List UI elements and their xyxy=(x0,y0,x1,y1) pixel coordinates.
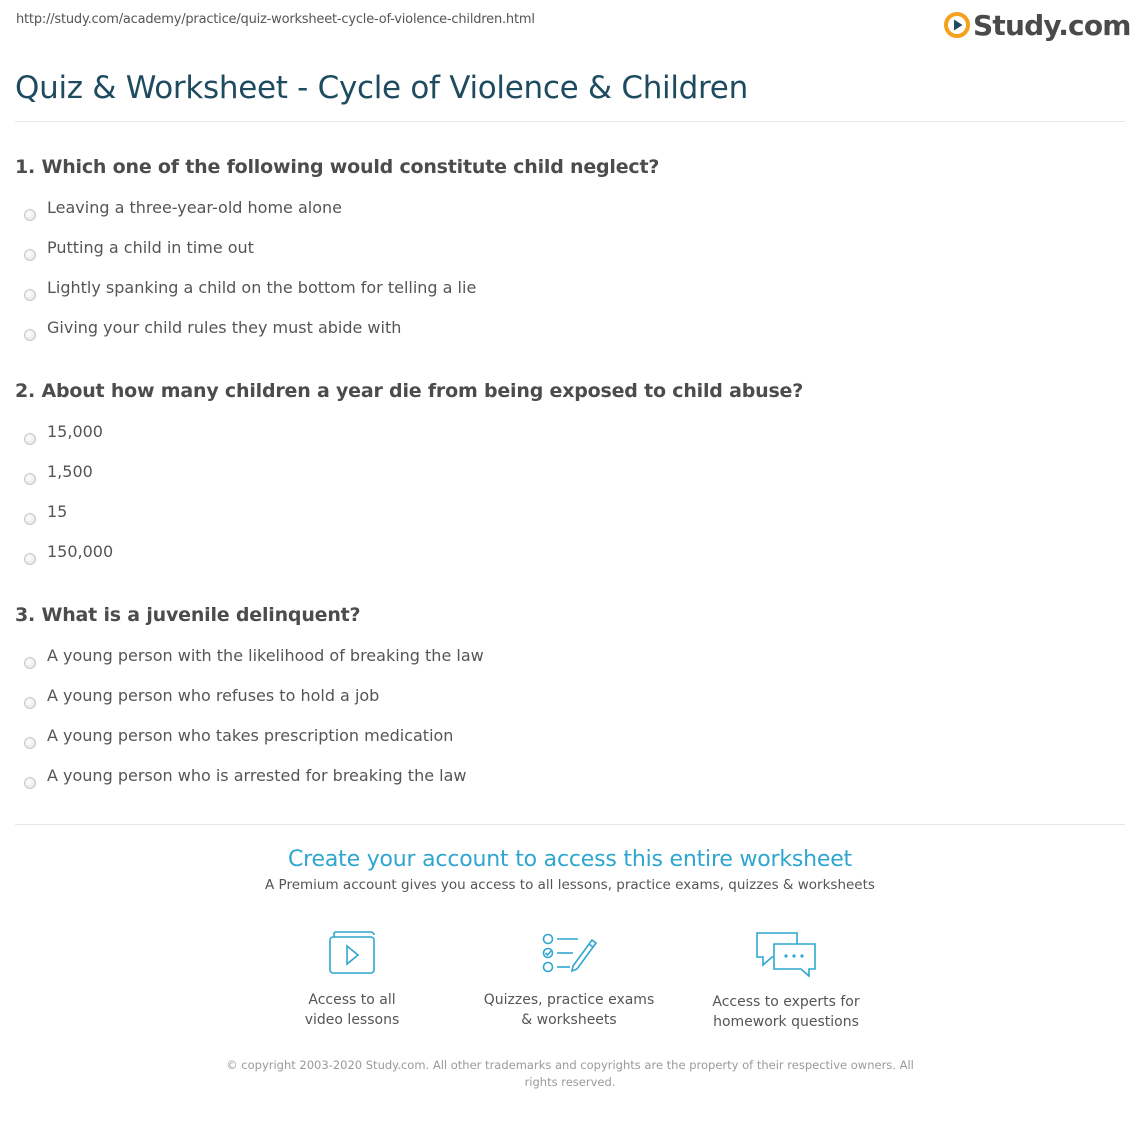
answer-option[interactable] xyxy=(15,315,1115,355)
radio-button[interactable] xyxy=(24,777,36,789)
answer-options xyxy=(15,195,1115,355)
option-label: Lightly spanking a child on the bottom for telling a lie xyxy=(47,278,477,297)
page-title: Quiz & Worksheet - Cycle of Violence & Children xyxy=(15,70,748,106)
video-lessons-icon xyxy=(326,930,378,976)
option-label: Giving your child rules they must abide with xyxy=(47,318,402,337)
question-2 xyxy=(15,377,1115,579)
logo-text: Study.com xyxy=(973,8,1131,42)
question-3 xyxy=(15,601,1115,803)
radio-button[interactable] xyxy=(24,329,36,341)
answer-option[interactable] xyxy=(15,539,1115,579)
radio-button[interactable] xyxy=(24,697,36,709)
feature-quizzes xyxy=(469,930,669,1030)
section-divider xyxy=(15,824,1125,825)
option-label: A young person who takes prescription medication xyxy=(47,726,454,745)
option-label: A young person who refuses to hold a job xyxy=(47,686,380,705)
option-label: Putting a child in time out xyxy=(47,238,254,257)
radio-button[interactable] xyxy=(24,737,36,749)
option-label: 1,500 xyxy=(47,462,93,481)
radio-button[interactable] xyxy=(24,553,36,565)
feature-label: Access to all video lessons xyxy=(304,992,400,1028)
radio-button[interactable] xyxy=(24,289,36,301)
answer-options xyxy=(15,419,1115,579)
play-circle-icon xyxy=(944,12,970,38)
answer-option[interactable] xyxy=(15,723,1115,763)
question-text: 1. Which one of the following would constitute child neglect? xyxy=(15,156,660,178)
radio-button[interactable] xyxy=(24,473,36,485)
radio-button[interactable] xyxy=(24,209,36,221)
quiz-checklist-icon xyxy=(540,930,598,976)
feature-experts xyxy=(686,930,886,1032)
feature-label: Access to experts for homework questions xyxy=(712,994,860,1030)
title-divider xyxy=(15,121,1125,122)
answer-option[interactable] xyxy=(15,643,1115,683)
option-label: 150,000 xyxy=(47,542,114,561)
answer-option[interactable] xyxy=(15,499,1115,539)
answer-option[interactable] xyxy=(15,459,1115,499)
option-label: 15,000 xyxy=(47,422,103,441)
study-logo[interactable] xyxy=(944,6,1131,44)
radio-button[interactable] xyxy=(24,657,36,669)
chat-bubbles-icon xyxy=(754,930,818,978)
radio-button[interactable] xyxy=(24,433,36,445)
option-label: A young person with the likelihood of breaking the law xyxy=(47,646,484,665)
question-text: 3. What is a juvenile delinquent? xyxy=(15,604,361,626)
radio-button[interactable] xyxy=(24,249,36,261)
question-1 xyxy=(15,153,1115,355)
answer-option[interactable] xyxy=(15,275,1115,315)
answer-option[interactable] xyxy=(15,683,1115,723)
answer-option[interactable] xyxy=(15,235,1115,275)
copyright-footer: © copyright 2003-2020 Study.com. All other trademarks and copyrights are the property of their respective owners. All rights reserved. xyxy=(226,1058,914,1089)
answer-option[interactable] xyxy=(15,419,1115,459)
answer-options xyxy=(15,643,1115,803)
option-label: 15 xyxy=(47,502,68,521)
feature-label: Quizzes, practice exams & worksheets xyxy=(483,992,655,1028)
radio-button[interactable] xyxy=(24,513,36,525)
question-text: 2. About how many children a year die from being exposed to child abuse? xyxy=(15,380,804,402)
feature-video-lessons xyxy=(252,930,452,1030)
cta-title-link[interactable]: Create your account to access this entire worksheet xyxy=(288,847,852,872)
option-label: A young person who is arrested for breaking the law xyxy=(47,766,467,785)
answer-option[interactable] xyxy=(15,763,1115,803)
answer-option[interactable] xyxy=(15,195,1115,235)
signup-cta xyxy=(0,847,1140,893)
page-url: http://study.com/academy/practice/quiz-worksheet-cycle-of-violence-children.html xyxy=(16,12,535,27)
cta-subtitle: A Premium account gives you access to all lessons, practice exams, quizzes & worksheets xyxy=(265,877,875,893)
option-label: Leaving a three-year-old home alone xyxy=(47,198,342,217)
